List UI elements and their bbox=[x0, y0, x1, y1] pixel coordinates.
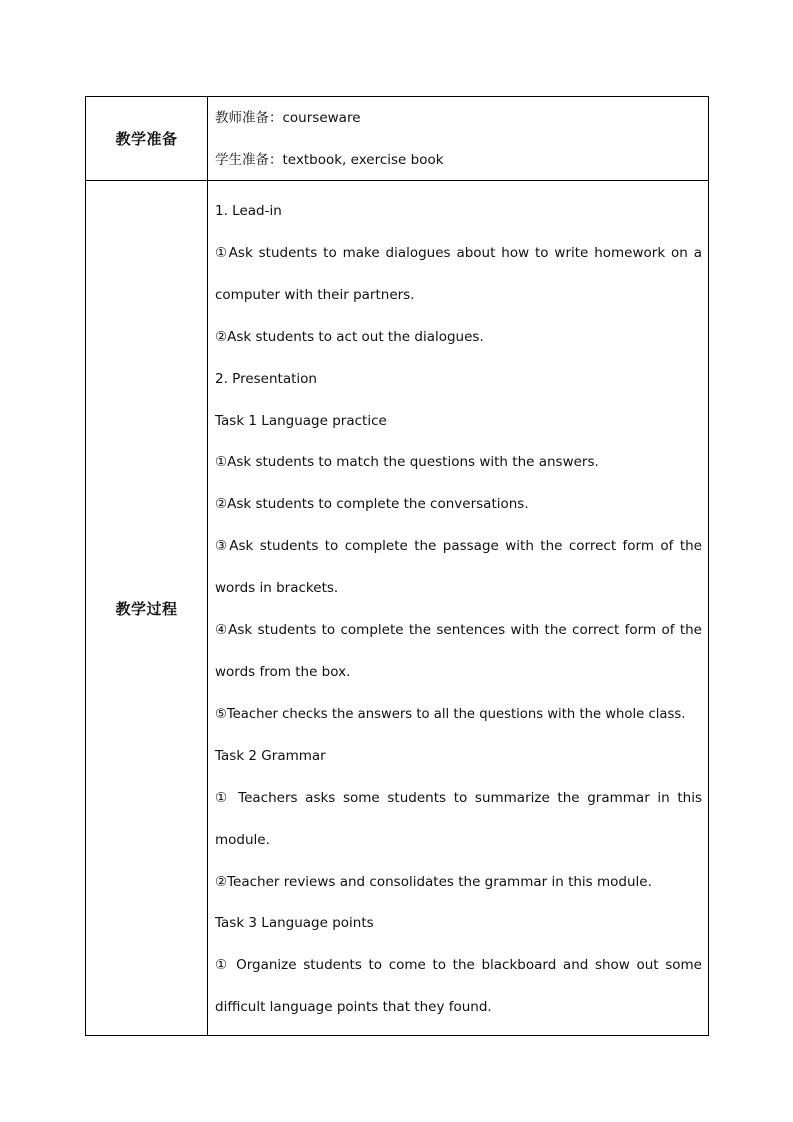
list-item bbox=[215, 778, 702, 862]
section-heading: 1. Lead-in bbox=[215, 203, 282, 219]
list-item: ⑤Teacher checks the answers to all the questions with the whole class. bbox=[215, 706, 686, 722]
list-item-line: ①Ask students to make dialogues about how to write homework on a bbox=[215, 244, 702, 261]
list-item-line: ④Ask students to complete the sentences with the correct form of the bbox=[215, 622, 702, 639]
list-item bbox=[215, 233, 702, 317]
list-item: ②Teacher reviews and consolidates the grammar in this module. bbox=[215, 873, 652, 890]
task-heading: Task 3 Language points bbox=[215, 915, 374, 932]
task-heading: Task 2 Grammar bbox=[215, 747, 326, 764]
list-item-line: words in brackets. bbox=[215, 580, 339, 597]
list-item-line: difficult language points that they found. bbox=[215, 999, 492, 1016]
list-item-line: computer with their partners. bbox=[215, 286, 415, 303]
prep-row bbox=[86, 97, 709, 181]
process-label: 教学过程 bbox=[86, 181, 208, 1036]
list-item-line: module. bbox=[215, 831, 270, 848]
list-item bbox=[215, 610, 702, 694]
list-item bbox=[215, 945, 702, 1029]
list-item-line: ③Ask students to complete the passage with the correct form of the bbox=[215, 538, 702, 555]
lesson-plan-table bbox=[85, 96, 709, 1036]
prep-content bbox=[208, 97, 709, 181]
process-row bbox=[86, 181, 709, 1036]
prep-label: 教学准备 bbox=[86, 97, 208, 181]
section-heading: 2. Presentation bbox=[215, 370, 317, 387]
student-prep: 学生准备：textbook, exercise book bbox=[215, 152, 444, 168]
list-item-line: ① Teachers asks some students to summarize the grammar in this bbox=[215, 789, 702, 806]
list-item: ②Ask students to act out the dialogues. bbox=[215, 328, 484, 345]
list-item: ②Ask students to complete the conversations. bbox=[215, 496, 529, 513]
list-item: ①Ask students to match the questions with the answers. bbox=[215, 454, 599, 471]
teacher-prep: 教师准备：courseware bbox=[215, 110, 361, 126]
process-content bbox=[208, 181, 709, 1036]
task-heading: Task 1 Language practice bbox=[215, 412, 387, 429]
list-item-line: words from the box. bbox=[215, 663, 351, 680]
list-item bbox=[215, 526, 702, 610]
list-item-line: ① Organize students to come to the blackboard and show out some bbox=[215, 957, 702, 974]
